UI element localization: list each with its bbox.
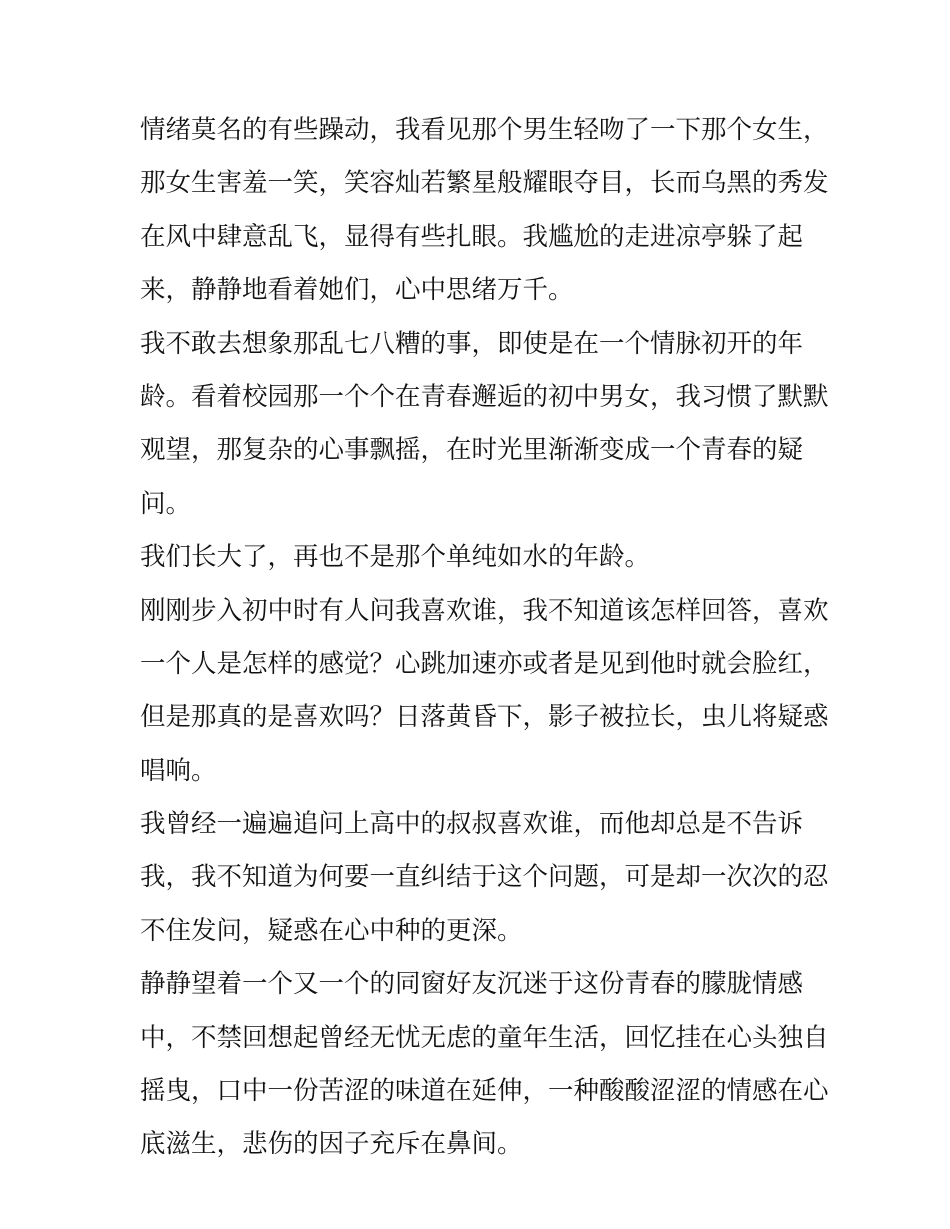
text-line: 一个人是怎样的感觉？心跳加速亦或者是见到他时就会脸红，: [140, 648, 829, 679]
text-line: 唱响。: [140, 755, 217, 786]
text-line: 那女生害羞一笑，笑容灿若繁星般耀眼夺目，长而乌黑的秀发: [140, 168, 829, 199]
text-line: 问。: [140, 488, 192, 519]
body-text: [140, 104, 829, 1172]
text-line: 刚刚步入初中时有人问我喜欢谁，我不知道该怎样回答，喜欢: [140, 595, 829, 626]
text-line: 在风中肆意乱飞，显得有些扎眼。我尴尬的走进凉亭躲了起: [140, 221, 804, 252]
text-line: 我们长大了，再也不是那个单纯如水的年龄。: [140, 542, 651, 573]
text-line: 来，静静地看着她们，心中思绪万千。: [140, 275, 574, 306]
text-line: 我不敢去想象那乱七八糟的事，即使是在一个情脉初开的年: [140, 328, 804, 359]
text-line: 中，不禁回想起曾经无忧无虑的童年生活，回忆挂在心头独自: [140, 1022, 829, 1053]
text-line: 但是那真的是喜欢吗？日落黄昏下，影子被拉长，虫儿将疑惑: [140, 702, 829, 733]
text-line: 龄。看着校园那一个个在青春邂逅的初中男女，我习惯了默默: [140, 381, 829, 412]
text-line: 我，我不知道为何要一直纠结于这个问题，可是却一次次的忍: [140, 862, 829, 893]
text-line: 摇曳，口中一份苦涩的味道在延伸，一种酸酸涩涩的情感在心: [140, 1076, 829, 1107]
text-line: 静静望着一个又一个的同窗好友沉迷于这份青春的朦胧情感: [140, 969, 804, 1000]
text-line: 不住发问，疑惑在心中种的更深。: [140, 915, 523, 946]
text-line: 底滋生，悲伤的因子充斥在鼻间。: [140, 1129, 523, 1160]
text-line: 情绪莫名的有些躁动，我看见那个男生轻吻了一下那个女生，: [140, 115, 829, 145]
text-line: 我曾经一遍遍追问上高中的叔叔喜欢谁，而他却总是不告诉: [140, 809, 804, 840]
text-line: 观望，那复杂的心事飘摇，在时光里渐渐变成一个青春的疑: [140, 435, 804, 466]
